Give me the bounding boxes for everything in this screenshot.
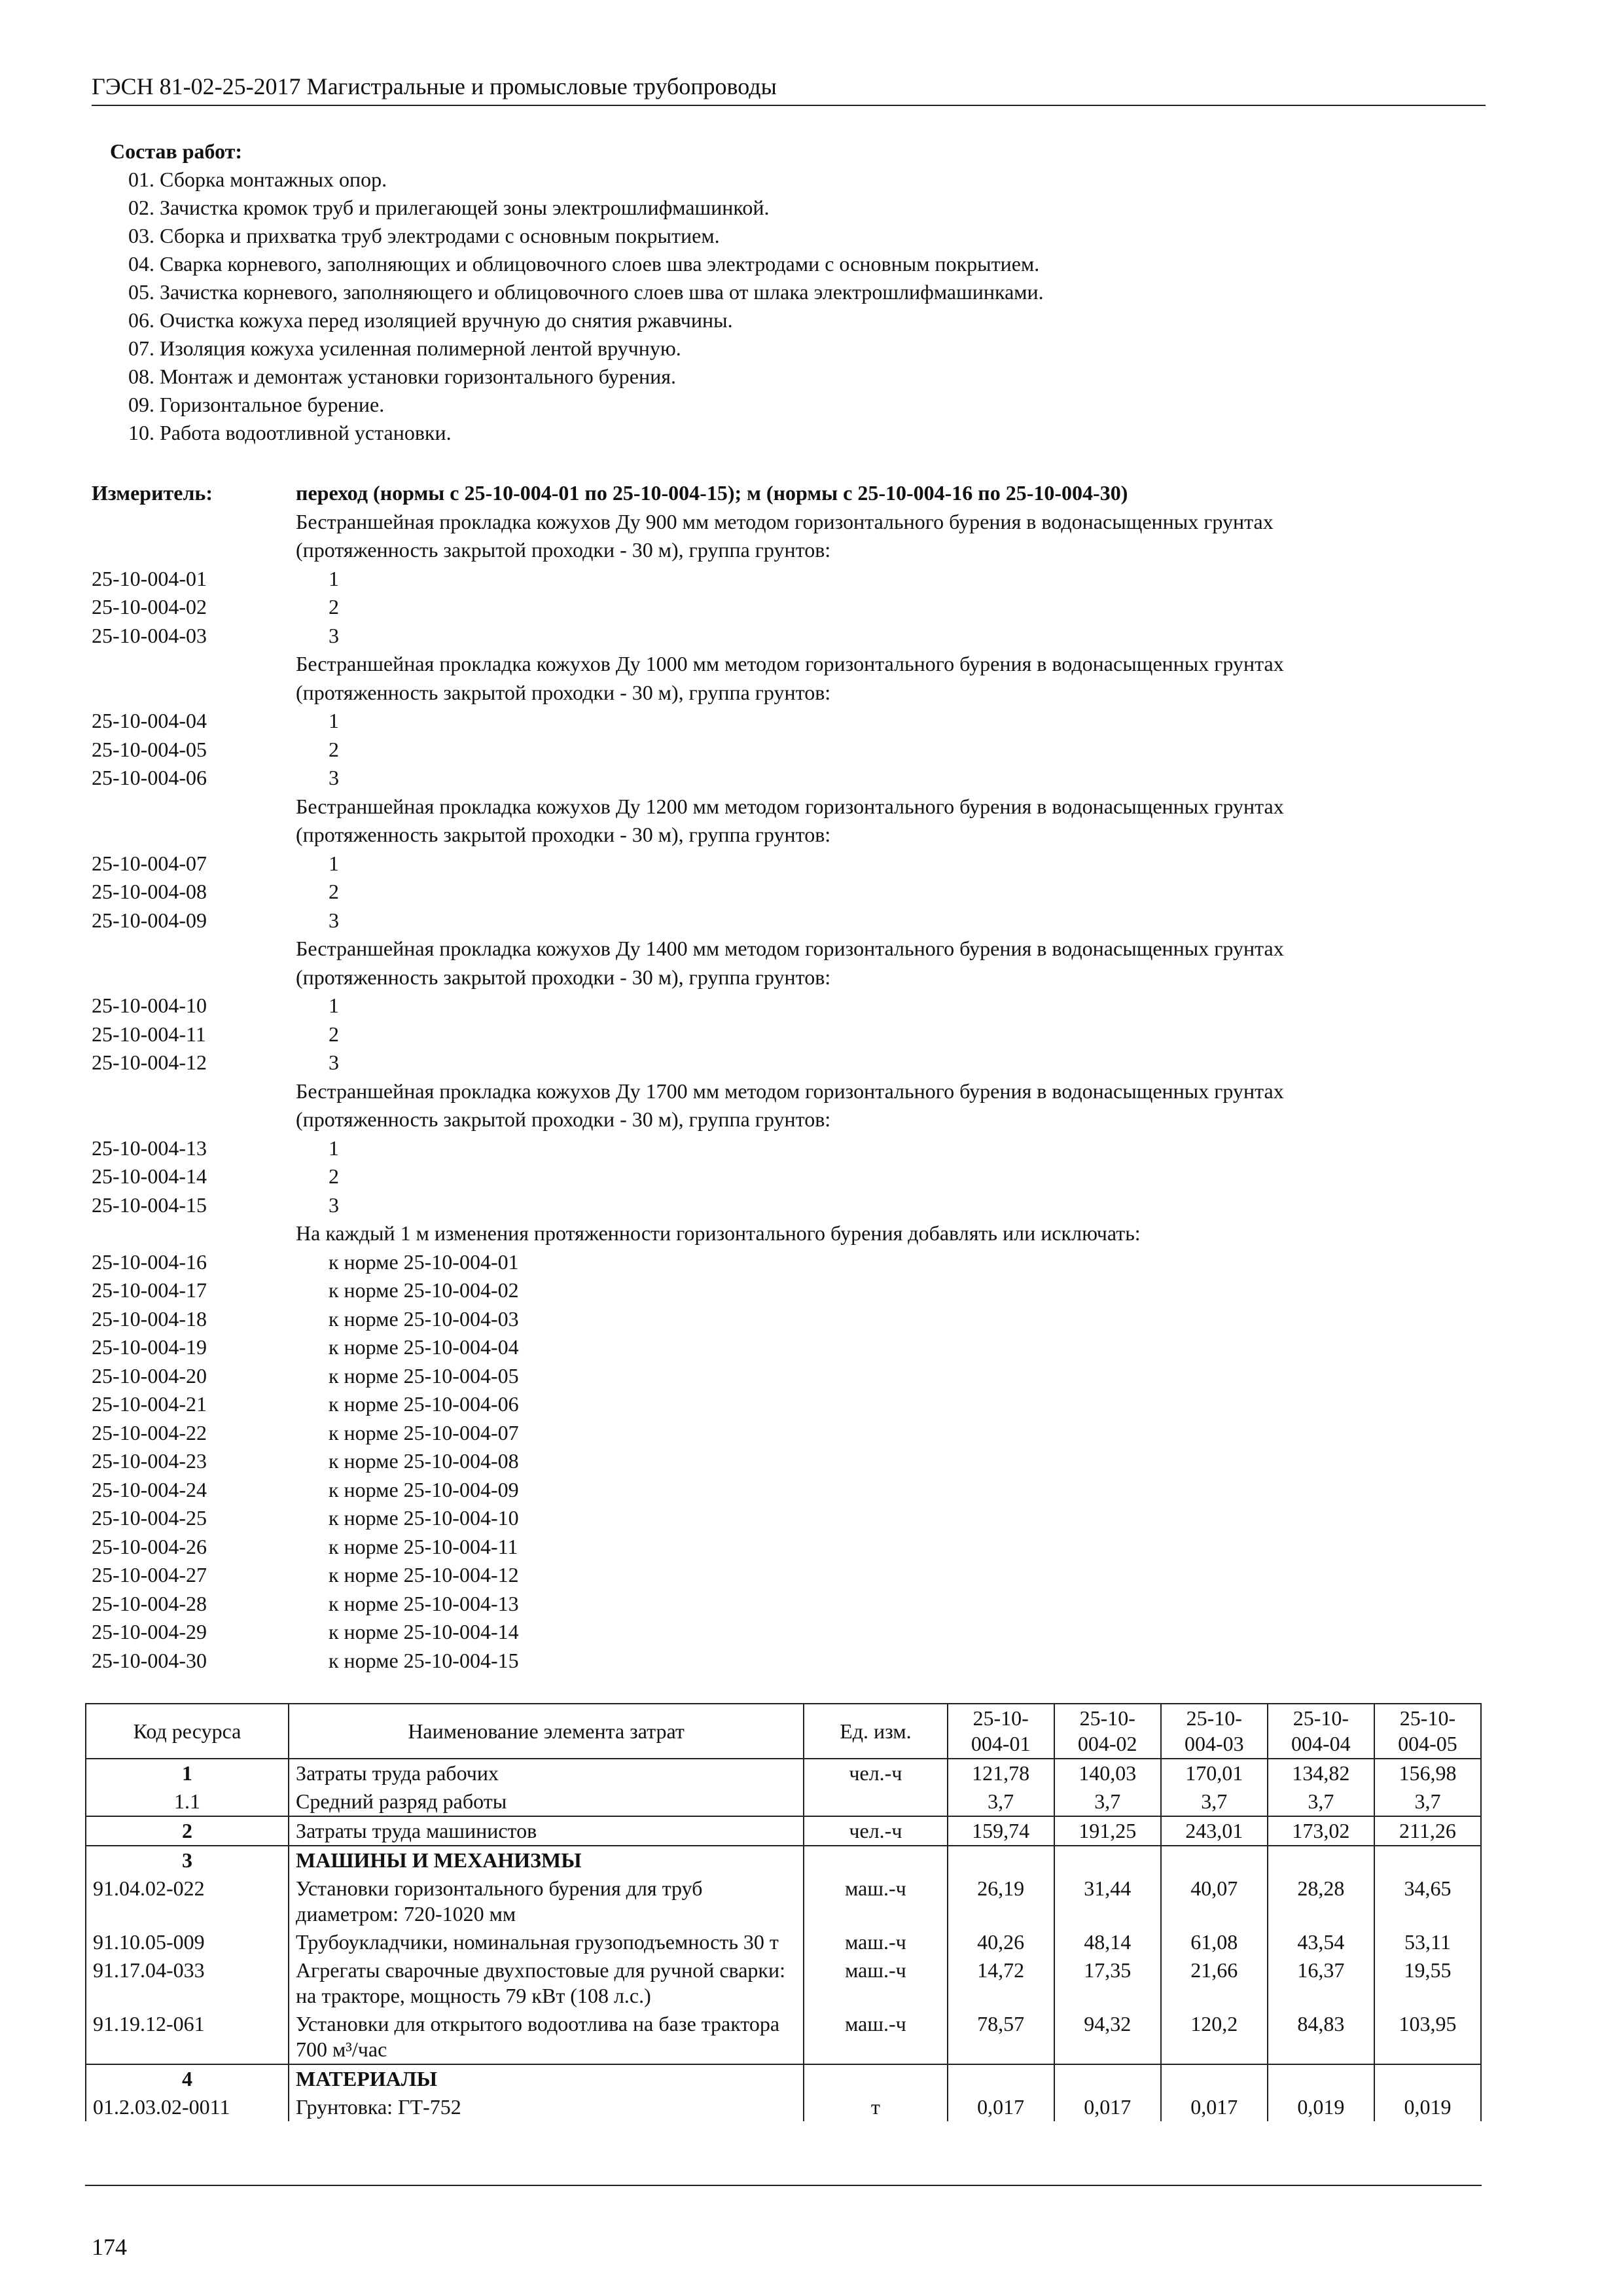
resource-name: МАТЕРИАЛЫ (289, 2064, 804, 2093)
resource-value (948, 1846, 1054, 1874)
norm-row (92, 1447, 1486, 1476)
norm-code: 25-10-004-16 (92, 1249, 207, 1274)
table-row (86, 1928, 1481, 1956)
norm-code: 25-10-004-12 (92, 1050, 207, 1074)
norm-text: 2 (329, 1022, 339, 1046)
norm-row (92, 736, 1486, 764)
norm-text: (протяженность закрытой проходки - 30 м), группа грунтов: (296, 965, 831, 989)
work-composition (110, 137, 1044, 447)
norm-text: 3 (329, 766, 339, 789)
work-step: 04. Сварка корневого, заполняющих и облицовочного слоев шва электродами с основным покрытием. (128, 252, 1040, 276)
resource-value: 103,95 (1374, 2010, 1481, 2064)
norm-row (92, 1618, 1486, 1647)
norm-row (92, 1020, 1486, 1049)
resource-value (1374, 1846, 1481, 1874)
norm-text: Бестраншейная прокладка кожухов Ду 1200 мм методом горизонтального бурения в водонасыщенных грунтах (296, 794, 1284, 818)
norm-code (92, 1219, 296, 1248)
resource-value: 0,017 (1161, 2093, 1268, 2121)
norm-text: 1 (329, 709, 339, 732)
resource-name: Установки для открытого водоотлива на базе трактора 700 м³/час (289, 2010, 804, 2064)
norm-text: к норме 25-10-004-09 (329, 1477, 519, 1501)
col-header-norm: 25-10- 004-03 (1161, 1704, 1268, 1759)
norm-code: 25-10-004-08 (92, 880, 207, 903)
norm-code: 25-10-004-26 (92, 1534, 207, 1558)
work-composition-title: Состав работ: (110, 139, 243, 163)
norm-text: к норме 25-10-004-05 (329, 1363, 519, 1388)
resource-value: 120,2 (1161, 2010, 1268, 2064)
resource-value: 134,82 (1268, 1759, 1374, 1787)
resource-value (1268, 1846, 1374, 1874)
norm-text: к норме 25-10-004-14 (329, 1620, 519, 1643)
norm-code: 25-10-004-17 (92, 1278, 207, 1302)
work-step: 05. Зачистка корневого, заполняющего и облицовочного слоев шва от шлака электрошлифмашинками. (128, 280, 1044, 304)
norm-text: (протяженность закрытой проходки - 30 м), группа грунтов: (296, 680, 831, 704)
norm-row (92, 622, 1486, 651)
resource-value: 16,37 (1268, 1956, 1374, 2010)
group-description (92, 536, 1486, 565)
table-row (86, 1956, 1481, 2010)
norm-text: к норме 25-10-004-13 (329, 1591, 519, 1615)
norm-row (92, 1049, 1486, 1077)
table-bottom-border (85, 2185, 1482, 2186)
norm-text: к норме 25-10-004-03 (329, 1306, 519, 1331)
resource-value: 19,55 (1374, 1956, 1481, 2010)
norm-code: 25-10-004-21 (92, 1392, 207, 1416)
table-row (86, 1759, 1481, 1787)
norm-code: 25-10-004-19 (92, 1335, 207, 1359)
resource-value: 94,32 (1054, 2010, 1161, 2064)
addition-description (92, 1219, 1486, 1248)
group-description (92, 679, 1486, 708)
norm-row (92, 1276, 1486, 1305)
work-step: 02. Зачистка кромок труб и прилегающей зоны электрошлифмашинкой. (128, 196, 770, 219)
resource-value: 43,54 (1268, 1928, 1374, 1956)
resource-code: 91.04.02-022 (86, 1874, 289, 1928)
norm-code: 25-10-004-15 (92, 1193, 207, 1217)
norm-code: 25-10-004-22 (92, 1420, 207, 1444)
group-description (92, 821, 1486, 850)
resource-unit: чел.-ч (804, 1816, 947, 1846)
resource-name: МАШИНЫ И МЕХАНИЗМЫ (289, 1846, 804, 1874)
group-description (92, 935, 1486, 963)
norm-text: 2 (329, 737, 339, 761)
resource-value (1161, 1846, 1268, 1874)
norm-text: 3 (329, 623, 339, 647)
norm-text: 3 (329, 1193, 339, 1217)
norm-code: 25-10-004-27 (92, 1563, 207, 1587)
norm-text: Бестраншейная прокладка кожухов Ду 1000 мм методом горизонтального бурения в водонасыщенных грунтах (296, 652, 1284, 675)
table-header-row (86, 1704, 1481, 1759)
resource-value: 140,03 (1054, 1759, 1161, 1787)
norm-text: к норме 25-10-004-08 (329, 1449, 519, 1473)
meter-value: переход (нормы с 25-10-004-01 по 25-10-004-15); м (нормы с 25-10-004-16 по 25-10-004-30) (296, 481, 1128, 505)
header-title: ГЭСН 81-02-25-2017 Магистральные и промысловые трубопроводы (92, 73, 777, 99)
resource-value: 48,14 (1054, 1928, 1161, 1956)
norm-text: 1 (329, 566, 339, 590)
resource-value: 53,11 (1374, 1928, 1481, 1956)
resource-value: 170,01 (1161, 1759, 1268, 1787)
group-description (92, 508, 1486, 537)
resource-value: 156,98 (1374, 1759, 1481, 1787)
resource-value: 0,019 (1374, 2093, 1481, 2121)
resource-value: 17,35 (1054, 1956, 1161, 2010)
resource-unit: маш.-ч (804, 1928, 947, 1956)
work-steps-list (128, 166, 1044, 447)
norm-code: 25-10-004-28 (92, 1591, 207, 1615)
norm-text: 1 (329, 851, 339, 875)
norm-code: 25-10-004-29 (92, 1620, 207, 1643)
norm-row (92, 1533, 1486, 1562)
table-row (86, 2093, 1481, 2121)
norm-code (92, 650, 296, 679)
norm-code: 25-10-004-01 (92, 566, 207, 590)
norm-code: 25-10-004-20 (92, 1363, 207, 1388)
resource-name: Установки горизонтального бурения для труб диаметром: 720-1020 мм (289, 1874, 804, 1928)
col-header-norm: 25-10- 004-01 (948, 1704, 1054, 1759)
resource-value (948, 2064, 1054, 2093)
norm-row (92, 1504, 1486, 1533)
work-step: 07. Изоляция кожуха усиленная полимерной лентой вручную. (128, 336, 681, 360)
table-row (86, 1846, 1481, 1874)
norm-row (92, 1561, 1486, 1590)
group-description (92, 1077, 1486, 1106)
resource-unit: маш.-ч (804, 1956, 947, 2010)
norm-code: 25-10-004-04 (92, 709, 207, 732)
norm-text: (протяженность закрытой проходки - 30 м), группа грунтов: (296, 823, 831, 846)
resource-table (85, 1703, 1482, 2121)
norm-row (92, 1647, 1486, 1676)
resource-value: 243,01 (1161, 1816, 1268, 1846)
norm-code (92, 821, 296, 850)
resource-code: 91.19.12-061 (86, 2010, 289, 2064)
norm-row (92, 1590, 1486, 1619)
work-step: 06. Очистка кожуха перед изоляцией вручную до снятия ржавчины. (128, 308, 733, 332)
resource-unit (804, 1787, 947, 1816)
resource-value (1268, 2064, 1374, 2093)
resource-value: 3,7 (1054, 1787, 1161, 1816)
resource-code: 01.2.03.02-0011 (86, 2093, 289, 2121)
norm-row (92, 1362, 1486, 1391)
col-header-unit: Ед. изм. (804, 1704, 947, 1759)
norm-code: 25-10-004-24 (92, 1477, 207, 1501)
norm-row (92, 1134, 1486, 1163)
resource-name: Средний разряд работы (289, 1787, 804, 1816)
running-header (92, 71, 1486, 106)
norm-code: 25-10-004-10 (92, 994, 207, 1017)
resource-code: 3 (86, 1846, 289, 1874)
col-header-code: Код ресурса (86, 1704, 289, 1759)
norm-row (92, 565, 1486, 594)
resource-table-body (86, 1759, 1481, 2121)
resource-unit (804, 1846, 947, 1874)
norm-code (92, 536, 296, 565)
norm-code: 25-10-004-23 (92, 1449, 207, 1473)
resource-value: 40,07 (1161, 1874, 1268, 1928)
resource-value (1161, 2064, 1268, 2093)
norm-row (92, 1390, 1486, 1419)
resource-code: 1 (86, 1759, 289, 1787)
resource-value: 211,26 (1374, 1816, 1481, 1846)
col-header-norm: 25-10- 004-04 (1268, 1704, 1374, 1759)
norm-text: к норме 25-10-004-07 (329, 1420, 519, 1444)
norm-text: 2 (329, 880, 339, 903)
norm-code (92, 679, 296, 708)
norm-text: 2 (329, 595, 339, 619)
norm-code: 25-10-004-25 (92, 1506, 207, 1530)
group-description (92, 650, 1486, 679)
resource-code: 91.17.04-033 (86, 1956, 289, 2010)
table-row (86, 1874, 1481, 1928)
norm-text: 3 (329, 908, 339, 932)
resource-value (1374, 2064, 1481, 2093)
norm-code (92, 1077, 296, 1106)
resource-value: 0,019 (1268, 2093, 1374, 2121)
norm-row (92, 1248, 1486, 1277)
resource-value: 28,28 (1268, 1874, 1374, 1928)
norm-row (92, 992, 1486, 1020)
norm-text: 1 (329, 994, 339, 1017)
norms-list (92, 479, 1486, 1675)
resource-value: 26,19 (948, 1874, 1054, 1928)
norm-code: 25-10-004-18 (92, 1306, 207, 1331)
resource-value: 173,02 (1268, 1816, 1374, 1846)
col-header-norm: 25-10- 004-05 (1374, 1704, 1481, 1759)
resource-value: 3,7 (948, 1787, 1054, 1816)
norm-text: к норме 25-10-004-02 (329, 1278, 519, 1302)
norm-row (92, 850, 1486, 878)
resource-value: 78,57 (948, 2010, 1054, 2064)
norm-code: 25-10-004-11 (92, 1022, 206, 1046)
norm-code: 25-10-004-30 (92, 1648, 207, 1672)
norm-code: 25-10-004-03 (92, 623, 207, 647)
norm-text: 1 (329, 1136, 339, 1160)
norm-row (92, 764, 1486, 793)
norm-code (92, 963, 296, 992)
norm-code: 25-10-004-09 (92, 908, 207, 932)
resource-value: 34,65 (1374, 1874, 1481, 1928)
norm-code (92, 935, 296, 963)
resource-value: 61,08 (1161, 1928, 1268, 1956)
resource-name: Трубоукладчики, номинальная грузоподъемность 30 т (289, 1928, 804, 1956)
norm-text: к норме 25-10-004-04 (329, 1335, 519, 1359)
norm-row (92, 1162, 1486, 1191)
norm-text: к норме 25-10-004-10 (329, 1506, 519, 1530)
resource-unit (804, 2064, 947, 2093)
norm-row (92, 1191, 1486, 1220)
table-row (86, 1787, 1481, 1816)
resource-unit: маш.-ч (804, 1874, 947, 1928)
resource-name: Затраты труда рабочих (289, 1759, 804, 1787)
norm-text: (протяженность закрытой проходки - 30 м), группа грунтов: (296, 1107, 831, 1131)
resource-value: 0,017 (1054, 2093, 1161, 2121)
norm-code: 25-10-004-13 (92, 1136, 207, 1160)
work-step: 09. Горизонтальное бурение. (128, 393, 385, 416)
resource-code: 4 (86, 2064, 289, 2093)
group-description (92, 1105, 1486, 1134)
resource-code: 91.10.05-009 (86, 1928, 289, 1956)
resource-unit: чел.-ч (804, 1759, 947, 1787)
norm-text: к норме 25-10-004-01 (329, 1249, 519, 1274)
norm-text: к норме 25-10-004-06 (329, 1392, 519, 1416)
resource-value: 21,66 (1161, 1956, 1268, 2010)
resource-code: 1.1 (86, 1787, 289, 1816)
norm-code (92, 793, 296, 821)
resource-unit: маш.-ч (804, 2010, 947, 2064)
norm-row (92, 1419, 1486, 1448)
work-step: 03. Сборка и прихватка труб электродами с основным покрытием. (128, 224, 720, 247)
resource-value: 0,017 (948, 2093, 1054, 2121)
norm-code: 25-10-004-02 (92, 595, 207, 619)
resource-name: Грунтовка: ГТ-752 (289, 2093, 804, 2121)
norm-text: к норме 25-10-004-11 (329, 1534, 518, 1558)
page-number: 174 (92, 2234, 127, 2260)
norm-code: 25-10-004-05 (92, 737, 207, 761)
norm-text: к норме 25-10-004-12 (329, 1563, 519, 1587)
norm-text: к норме 25-10-004-15 (329, 1648, 519, 1672)
work-step: 01. Сборка монтажных опор. (128, 168, 387, 191)
resource-value: 3,7 (1161, 1787, 1268, 1816)
resource-unit: т (804, 2093, 947, 2121)
norm-row (92, 1476, 1486, 1505)
norm-text: (протяженность закрытой проходки - 30 м), группа грунтов: (296, 538, 831, 562)
col-header-norm: 25-10- 004-02 (1054, 1704, 1161, 1759)
resource-value: 31,44 (1054, 1874, 1161, 1928)
resource-value: 40,26 (948, 1928, 1054, 1956)
norm-code (92, 508, 296, 537)
col-header-name: Наименование элемента затрат (289, 1704, 804, 1759)
norm-row (92, 878, 1486, 906)
norm-text: На каждый 1 м изменения протяженности горизонтального бурения добавлять или исключать: (296, 1221, 1141, 1245)
group-description (92, 793, 1486, 821)
resource-value: 121,78 (948, 1759, 1054, 1787)
group-description (92, 963, 1486, 992)
work-step: 08. Монтаж и демонтаж установки горизонтального бурения. (128, 365, 676, 388)
resource-name: Затраты труда машинистов (289, 1816, 804, 1846)
table-row (86, 2064, 1481, 2093)
meter-row (92, 479, 1486, 508)
norm-row (92, 906, 1486, 935)
resource-value: 84,83 (1268, 2010, 1374, 2064)
norm-text: Бестраншейная прокладка кожухов Ду 900 мм методом горизонтального бурения в водонасыщенных грунтах (296, 509, 1274, 533)
norm-code: 25-10-004-07 (92, 851, 207, 875)
norm-code: 25-10-004-06 (92, 766, 207, 789)
meter-label: Измеритель: (92, 481, 213, 505)
norm-code: 25-10-004-14 (92, 1164, 207, 1188)
work-step: 10. Работа водоотливной установки. (128, 421, 452, 444)
norm-text: 3 (329, 1050, 339, 1074)
norm-row (92, 593, 1486, 622)
resource-value: 14,72 (948, 1956, 1054, 2010)
resource-value: 3,7 (1268, 1787, 1374, 1816)
resource-value: 3,7 (1374, 1787, 1481, 1816)
norm-text: 2 (329, 1164, 339, 1188)
norm-row (92, 707, 1486, 736)
norm-row (92, 1305, 1486, 1334)
norm-code (92, 1105, 296, 1134)
table-row (86, 2010, 1481, 2064)
resource-value (1054, 2064, 1161, 2093)
norm-row (92, 1333, 1486, 1362)
table-row (86, 1816, 1481, 1846)
norm-text: Бестраншейная прокладка кожухов Ду 1700 мм методом горизонтального бурения в водонасыщенных грунтах (296, 1079, 1284, 1103)
resource-value: 159,74 (948, 1816, 1054, 1846)
resource-code: 2 (86, 1816, 289, 1846)
norm-text: Бестраншейная прокладка кожухов Ду 1400 мм методом горизонтального бурения в водонасыщенных грунтах (296, 937, 1284, 960)
resource-name: Агрегаты сварочные двухпостовые для ручной сварки: на тракторе, мощность 79 кВт (108 л.с.) (289, 1956, 804, 2010)
resource-value (1054, 1846, 1161, 1874)
resource-value: 191,25 (1054, 1816, 1161, 1846)
